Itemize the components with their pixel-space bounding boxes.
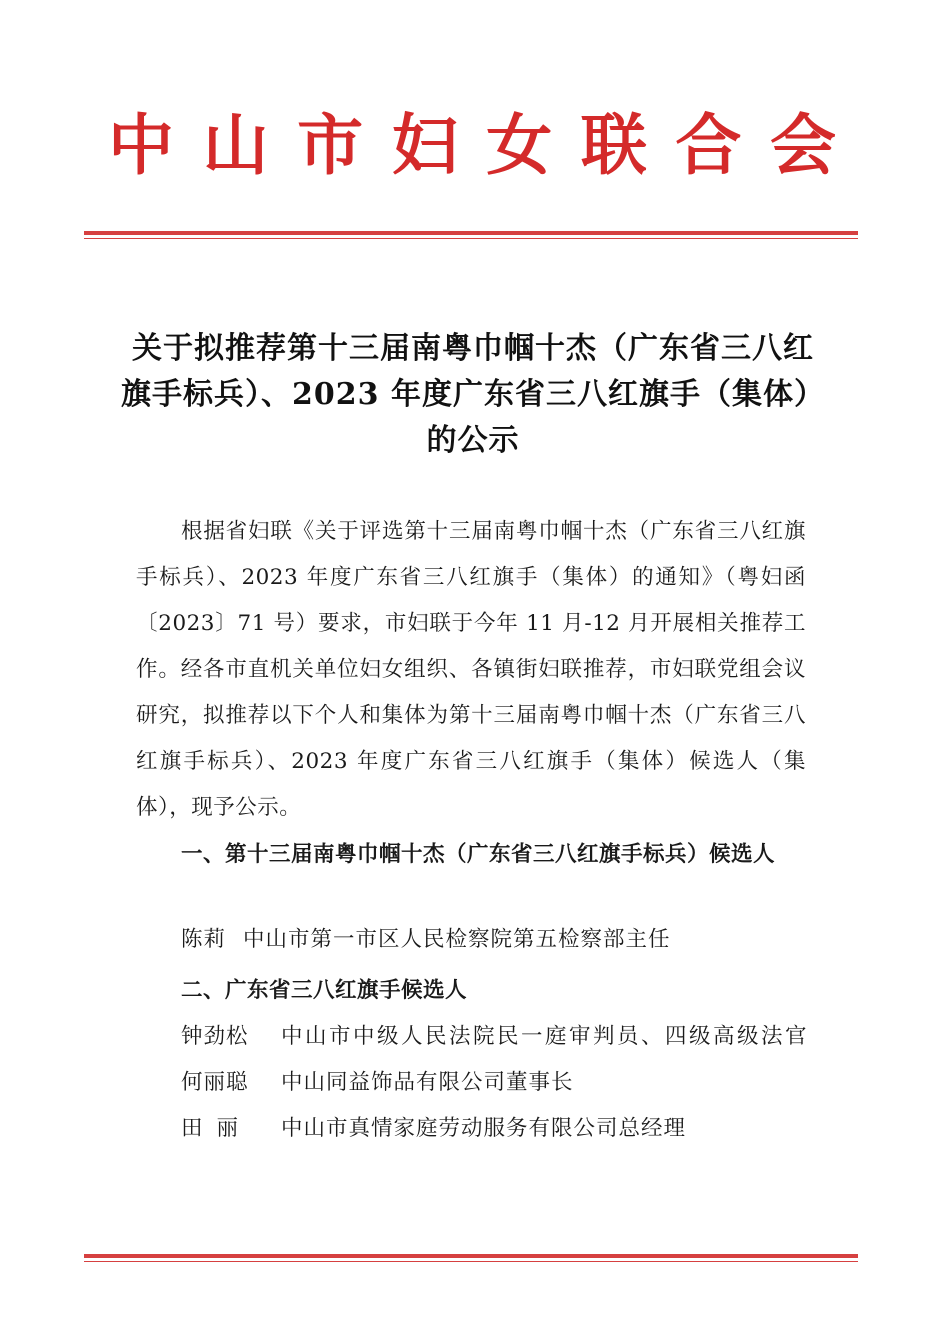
masthead-char: 市 <box>297 106 364 184</box>
candidate-name: 何丽聪 <box>181 1070 249 1095</box>
letterhead-masthead <box>108 105 836 185</box>
top-red-rule-thick <box>84 231 858 235</box>
candidate-desc: 中山市真情家庭劳动服务有限公司总经理 <box>281 1116 687 1141</box>
document-title: 关于拟推荐第十三届南粤巾帼十杰（广东省三八红旗手标兵）、2023 年度广东省三八红旗手（集体）的公示 <box>121 331 825 458</box>
masthead-char: 妇 <box>391 106 458 184</box>
bottom-red-rule-thick <box>84 1254 858 1258</box>
masthead-char: 合 <box>675 106 742 184</box>
candidate-row <box>181 1060 574 1106</box>
section1-heading: 一、第十三届南粤巾帼十杰（广东省三八红旗手标兵）候选人 <box>181 842 776 867</box>
candidate-name: 田丽 <box>181 1116 253 1141</box>
masthead-char: 联 <box>580 106 647 184</box>
bottom-red-rule-thin <box>84 1261 858 1262</box>
section2-heading: 二、广东省三八红旗手候选人 <box>181 978 468 1003</box>
candidate-desc: 中山市第一市区人民检察院第五检察部主任 <box>243 927 671 952</box>
masthead-char: 会 <box>769 106 836 184</box>
candidate-desc: 中山同益饰品有限公司董事长 <box>281 1070 574 1095</box>
candidate-name: 钟劲松 <box>181 1024 249 1049</box>
top-red-rule-thin <box>84 238 858 239</box>
intro-paragraph: 根据省妇联《关于评选第十三届南粤巾帼十杰（广东省三八红旗手标兵）、2023 年度广东省三八红旗手（集体）的通知》（粤妇函〔2023〕71 号）要求，市妇联于今年 11 月-12 月开展相关推荐工作。经各市直机关单位妇女组织、各镇街妇联推荐，市妇联党组会议研究，拟推荐以下个人和集体为第十三届南粤巾帼十杰（广东省三八红旗手标兵）、2023 年度广东省三八红旗手（集体）候选人（集体），现予公示。 <box>136 519 806 820</box>
candidate-row <box>181 1106 686 1152</box>
candidate-name: 陈莉 <box>181 927 227 952</box>
masthead-char: 山 <box>202 106 269 184</box>
candidate-desc: 中山市中级人民法院民一庭审判员、四级高级法官 <box>281 1024 810 1049</box>
candidate-row <box>181 1014 809 1060</box>
masthead-char: 女 <box>486 106 553 184</box>
masthead-char: 中 <box>108 106 174 184</box>
candidate-row <box>181 917 671 963</box>
